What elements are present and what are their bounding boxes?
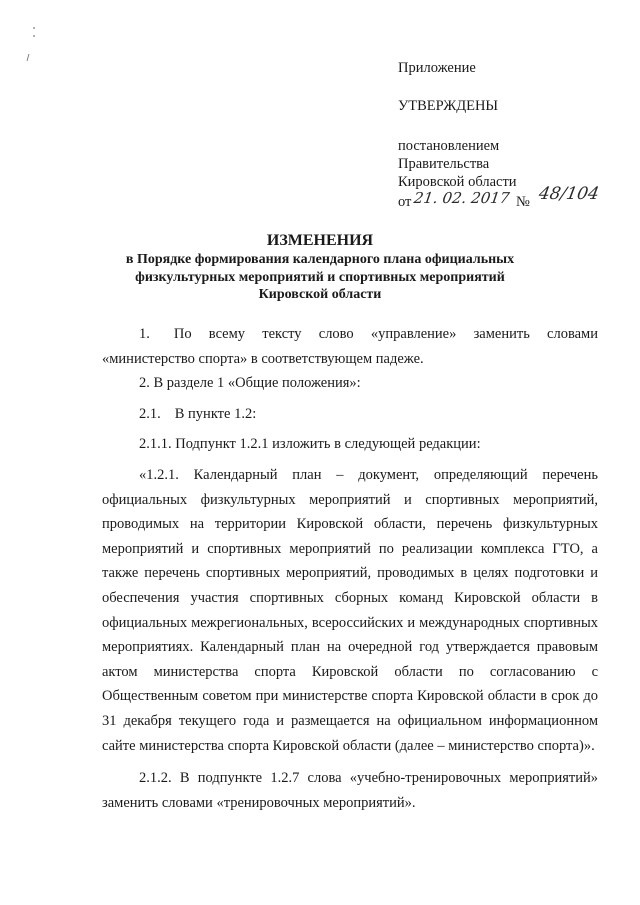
paragraph-3 [102, 402, 598, 427]
paragraph-1-number: 1. [139, 326, 150, 342]
heading-line-3: Кировской области [258, 287, 382, 302]
paragraph-2: 2. В разделе 1 «Общие положения»: [139, 375, 361, 392]
government-label: Правительства [398, 156, 490, 172]
paragraph-3-number: 2.1. [139, 405, 161, 422]
appendix-label: Приложение [398, 60, 476, 76]
approved-label: УТВЕРЖДЕНЫ [398, 98, 499, 114]
approval-block [398, 59, 628, 215]
paragraph-1 [102, 322, 598, 371]
paragraph-6: 2.1.2. В подпункте 1.2.7 слова «учебно-тренировочных мероприятий» заменить словами «тренировочных мероприятий». [102, 770, 598, 811]
heading-line-2: физкультурных мероприятий и спортивных мероприятий [135, 269, 505, 285]
paragraph-5: «1.2.1. Календарный план – документ, определяющий перечень официальных физкультурных мероприятий и спортивных мероприятий, проводимых на территории Кировской области, перечень физкультурных мероприятий и спортивных мероприятий по реализации комплекса ГТО, а также перечень спортивных мероприятий, проводимых в целях подготовки и обеспечения участия спортивных сборных команд Кировской области в официальных межрегиональных, всероссийских и международных спортивных мероприятиях. Календарный план на очередной год утверждается правовым актом министерства спорта Кировской области по согласованию с Общественным советом при министерстве спорта Кировской области в срок до 31 декабря текущего года и размещается на официальном информационном сайте министерства спорта Кировской области (далее – министерство спорта)». [102, 466, 598, 754]
heading-title: ИЗМЕНЕНИЯ [266, 232, 374, 249]
scan-marks [26, 24, 38, 64]
handwritten-number: 48/104 [537, 184, 601, 204]
handwritten-date: 21. 02. 2017 [412, 189, 511, 207]
paragraph-1-text: По всему тексту слово «управление» заменить словами «министерство спорта» в соответствующем падеже. [102, 326, 598, 367]
paragraph-4: 2.1.1. Подпункт 1.2.1 изложить в следующей редакции: [139, 436, 481, 453]
resolution-label: постановлением [398, 138, 500, 154]
date-number-line [398, 184, 628, 215]
paragraph-3-text: В пункте 1.2: [174, 405, 257, 422]
document-heading [70, 231, 570, 304]
number-sign: № [516, 194, 530, 210]
document-body [102, 322, 598, 815]
region-label: Кировской области [398, 174, 517, 190]
date-prefix: от [398, 194, 412, 210]
heading-line-1: в Порядке формирования календарного плана официальных [125, 252, 515, 267]
